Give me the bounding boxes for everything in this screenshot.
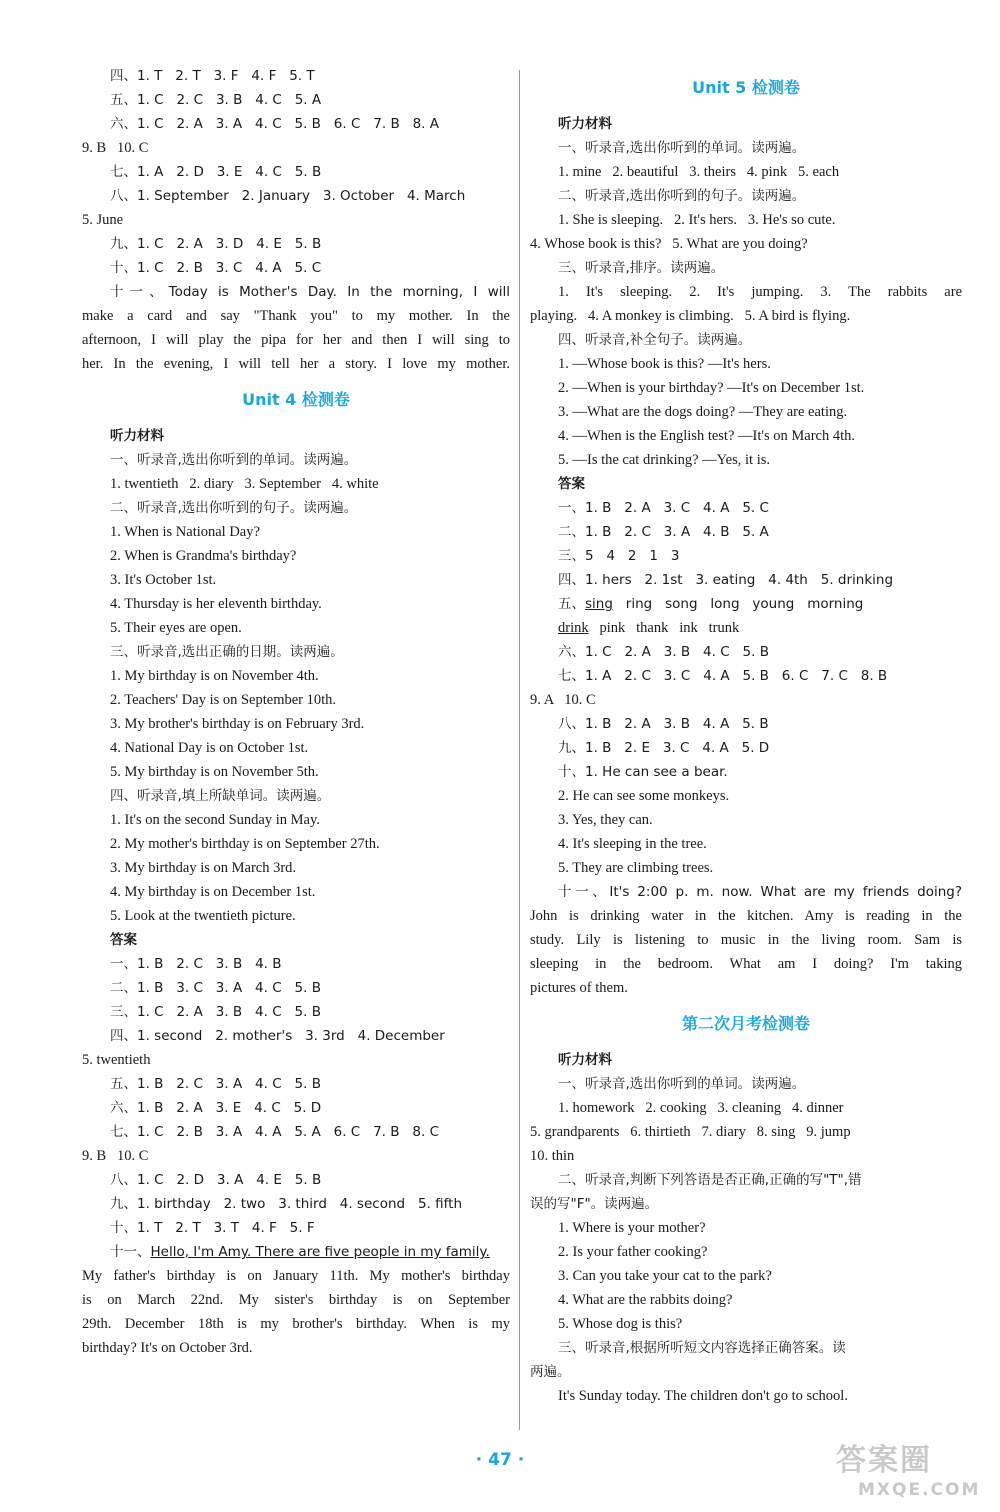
answer-line: 5. twentieth	[82, 1052, 151, 1068]
answer-line: 1. homework 2. cooking 3. cleaning 4. dinner	[558, 1100, 844, 1116]
answer-line: 5. They are climbing trees.	[558, 860, 714, 876]
phonics-number: 五、	[558, 596, 585, 612]
answer-line: 四、1. hers 2. 1st 3. eating 4. 4th 5. drinking	[558, 572, 894, 588]
instruction-line: 一、听录音,选出你听到的单词。读两遍。	[558, 140, 806, 156]
instruction-line: 二、听录音,选出你听到的句子。读两遍。	[558, 188, 806, 204]
watermark-url: MXQE.COM	[858, 1480, 981, 1500]
answer-line: 3. Yes, they can.	[558, 812, 653, 828]
sentence-line: 4. What are the rabbits doing?	[558, 1292, 733, 1308]
instruction-line: 二、听录音,判断下列答语是否正确,正确的写"T",错	[558, 1172, 862, 1188]
answer-line: 九、1. B 2. E 3. C 4. A 5. D	[558, 740, 770, 756]
passage-line: her. In the evening, I will tell her a story. I love my mother.	[82, 356, 510, 372]
left-column	[82, 64, 510, 1360]
sentence-line: 1. My birthday is on November 4th.	[110, 668, 319, 684]
sentence-line: 2. Is your father cooking?	[558, 1244, 708, 1260]
sentence-line: 4. National Day is on October 1st.	[110, 740, 309, 756]
subheading-listening: 听力材料	[558, 1052, 612, 1068]
sentence-line: 5. Their eyes are open.	[110, 620, 242, 636]
answer-line: 九、1. C 2. A 3. D 4. E 5. B	[110, 236, 322, 252]
answer-line: 六、1. C 2. A 3. A 4. C 5. B 6. C 7. B 8. A	[110, 116, 439, 132]
instruction-line: 两遍。	[530, 1364, 571, 1380]
section-title-monthly-test: 第二次月考检测卷	[681, 1014, 810, 1033]
answer-line: 九、1. birthday 2. two 3. third 4. second 5. fifth	[110, 1196, 462, 1212]
answer-line: 4. It's sleeping in the tree.	[558, 836, 707, 852]
passage-line: 29th. December 18th is my brother's birthday. When is my	[82, 1316, 510, 1332]
phonics-line	[530, 592, 962, 616]
sentence-line: 2. —When is your birthday? —It's on December 1st.	[558, 380, 865, 396]
passage-line: 十一、It's 2:00 p. m. now. What are my friends doing?	[558, 884, 962, 900]
sentence-line: 1. —Whose book is this? —It's hers.	[558, 356, 771, 372]
section-title-unit5: Unit 5 检测卷	[692, 78, 800, 97]
answer-line: 一、1. B 2. C 3. B 4. B	[110, 956, 282, 972]
column-divider	[519, 70, 520, 1430]
passage-line: afternoon, I will play the pipa for her and then I will sing to	[82, 332, 510, 348]
sentence-line: 4. Thursday is her eleventh birthday.	[110, 596, 322, 612]
sentence-line: 4. —When is the English test? —It's on March 4th.	[558, 428, 855, 444]
phonics-line	[530, 616, 962, 640]
answer-line: 一、1. B 2. A 3. C 4. A 5. C	[558, 500, 769, 516]
answer-line: 十、1. He can see a bear.	[558, 764, 728, 780]
phonics-key-word: drink	[558, 620, 589, 636]
instruction-line: 四、听录音,填上所缺单词。读两遍。	[110, 788, 331, 804]
phonics-words: pink thank ink trunk	[588, 620, 740, 636]
phonics-key-word: sing	[585, 596, 613, 612]
subheading-answers: 答案	[110, 932, 137, 948]
answer-line: 五、1. C 2. C 3. B 4. C 5. A	[110, 92, 322, 108]
answer-line: 9. B 10. C	[82, 140, 149, 156]
sentence-line: 5. Look at the twentieth picture.	[110, 908, 296, 924]
passage-line: sleeping in the bedroom. What am I doing? I'm taking	[530, 956, 962, 972]
subheading-listening: 听力材料	[110, 428, 164, 444]
sentence-line: 2. My mother's birthday is on September 27th.	[110, 836, 380, 852]
passage-line: make a card and say "Thank you" to my mother. In the	[82, 308, 510, 324]
answer-line: 1. twentieth 2. diary 3. September 4. white	[110, 476, 379, 492]
sentence-line: 2. Teachers' Day is on September 10th.	[110, 692, 337, 708]
watermark-text: 答案圈	[836, 1443, 932, 1478]
answer-line: 二、1. B 3. C 3. A 4. C 5. B	[110, 980, 321, 996]
instruction-line: 三、听录音,根据所听短文内容选择正确答案。读	[558, 1340, 846, 1356]
sentence-line: It's Sunday today. The children don't go to school.	[558, 1388, 848, 1404]
sentence-line: 1. It's on the second Sunday in May.	[110, 812, 320, 828]
passage-line: My father's birthday is on January 11th. My mother's birthday	[82, 1268, 510, 1284]
sentence-line: 3. It's October 1st.	[110, 572, 217, 588]
answer-line: 十、1. T 2. T 3. T 4. F 5. F	[110, 1220, 315, 1236]
sentence-line: 1. She is sleeping. 2. It's hers. 3. He's so cute.	[558, 212, 836, 228]
answer-line: 9. A 10. C	[530, 692, 596, 708]
instruction-line: 一、听录音,选出你听到的单词。读两遍。	[558, 1076, 806, 1092]
page-number-text: 47	[488, 1450, 512, 1470]
answer-line: 五、1. B 2. C 3. A 4. C 5. B	[110, 1076, 321, 1092]
passage-line: study. Lily is listening to music in the living room. Sam is	[530, 932, 962, 948]
instruction-line: 二、听录音,选出你听到的句子。读两遍。	[110, 500, 358, 516]
answer-line: 八、1. C 2. D 3. A 4. E 5. B	[110, 1172, 322, 1188]
sentence-line: 2. When is Grandma's birthday?	[110, 548, 297, 564]
answer-line: 9. B 10. C	[82, 1148, 149, 1164]
instruction-line: 一、听录音,选出你听到的单词。读两遍。	[110, 452, 358, 468]
passage-number: 十一、	[110, 1244, 151, 1260]
answer-line: 2. He can see some monkeys.	[558, 788, 730, 804]
answer-line: 六、1. C 2. A 3. B 4. C 5. B	[558, 644, 769, 660]
answer-line: 四、1. second 2. mother's 3. 3rd 4. December	[110, 1028, 445, 1044]
subheading-listening: 听力材料	[558, 116, 612, 132]
sentence-line: 3. Can you take your cat to the park?	[558, 1268, 772, 1284]
section-title-unit4: Unit 4 检测卷	[242, 390, 350, 409]
sentence-line: 5. Whose dog is this?	[558, 1316, 683, 1332]
sentence-line: 1. When is National Day?	[110, 524, 260, 540]
answer-line: 1. mine 2. beautiful 3. theirs 4. pink 5. each	[558, 164, 840, 180]
passage-line: 十一、Today is Mother's Day. In the morning, I will	[110, 284, 510, 300]
passage-line: birthday? It's on October 3rd.	[82, 1340, 253, 1356]
passage-line: pictures of them.	[530, 980, 628, 996]
answer-line: 5. grandparents 6. thirtieth 7. diary 8. sing 9. jump	[530, 1124, 851, 1140]
instruction-line: 三、听录音,排序。读两遍。	[558, 260, 725, 276]
passage-first-line	[82, 1240, 510, 1264]
sentence-line: 1. Where is your mother?	[558, 1220, 706, 1236]
right-column	[530, 64, 962, 1408]
subheading-answers: 答案	[558, 476, 585, 492]
watermark-logo	[836, 1442, 986, 1504]
answer-line: 三、1. C 2. A 3. B 4. C 5. B	[110, 1004, 321, 1020]
answer-line: 八、1. B 2. A 3. B 4. A 5. B	[558, 716, 769, 732]
answer-line: 六、1. B 2. A 3. E 4. C 5. D	[110, 1100, 322, 1116]
sentence-line: 1. It's sleeping. 2. It's jumping. 3. The rabbits are	[558, 284, 962, 300]
phonics-words: ring song long young morning	[612, 596, 864, 612]
answer-line: 三、5 4 2 1 3	[558, 548, 680, 564]
sentence-line: 4. Whose book is this? 5. What are you doing?	[530, 236, 808, 252]
sentence-line: 3. My brother's birthday is on February 3rd.	[110, 716, 365, 732]
answer-line: 四、1. T 2. T 3. F 4. F 5. T	[110, 68, 315, 84]
instruction-line: 三、听录音,选出正确的日期。读两遍。	[110, 644, 344, 660]
answer-line: 十、1. C 2. B 3. C 4. A 5. C	[110, 260, 322, 276]
instruction-line: 误的写"F"。读两遍。	[530, 1196, 659, 1212]
sentence-line: 4. My birthday is on December 1st.	[110, 884, 316, 900]
answer-line: 二、1. B 2. C 3. A 4. B 5. A	[558, 524, 769, 540]
page-number: · 47 ·	[475, 1450, 525, 1470]
sentence-line: 5. —Is the cat drinking? —Yes, it is.	[558, 452, 770, 468]
answer-line: 七、1. A 2. C 3. C 4. A 5. B 6. C 7. C 8. B	[558, 668, 888, 684]
answer-line: 八、1. September 2. January 3. October 4. March	[110, 188, 466, 204]
sentence-line: 3. —What are the dogs doing? —They are eating.	[558, 404, 848, 420]
sentence-line: 5. My birthday is on November 5th.	[110, 764, 319, 780]
underlined-sentence: Hello, I'm Amy. There are five people in my family.	[150, 1244, 490, 1260]
passage-line: is on March 22nd. My sister's birthday is on September	[82, 1292, 510, 1308]
answer-line: 七、1. C 2. B 3. A 4. A 5. A 6. C 7. B 8. C	[110, 1124, 439, 1140]
answer-line: 10. thin	[530, 1148, 575, 1164]
passage-line: John is drinking water in the kitchen. Amy is reading in the	[530, 908, 962, 924]
answer-line: 5. June	[82, 212, 124, 228]
sentence-line: 3. My birthday is on March 3rd.	[110, 860, 297, 876]
sentence-line: playing. 4. A monkey is climbing. 5. A bird is flying.	[530, 308, 851, 324]
instruction-line: 四、听录音,补全句子。读两遍。	[558, 332, 752, 348]
answer-line: 七、1. A 2. D 3. E 4. C 5. B	[110, 164, 322, 180]
